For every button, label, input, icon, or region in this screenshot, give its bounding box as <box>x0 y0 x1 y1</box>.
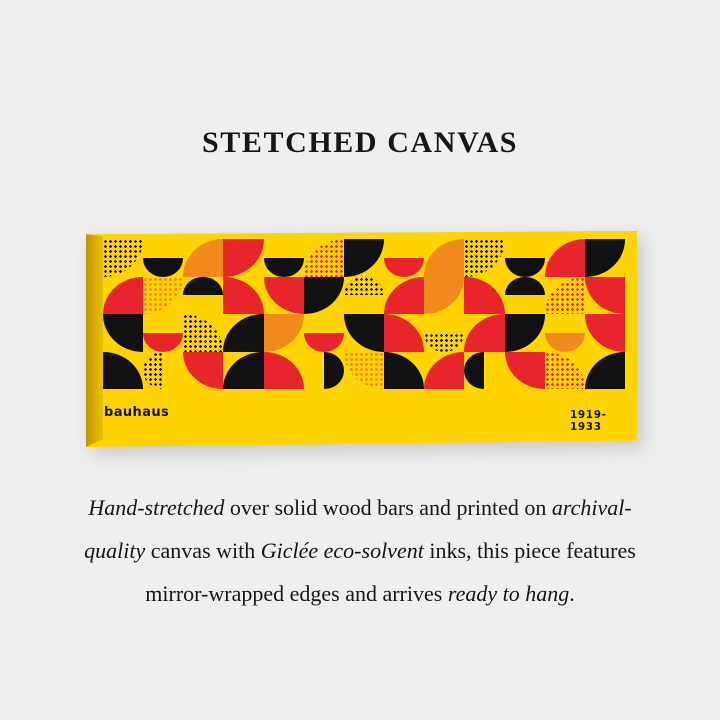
pattern-cell <box>344 239 384 277</box>
description-line-4 <box>382 581 574 606</box>
pattern-cell <box>505 277 545 315</box>
description-line4-a: arrives <box>382 581 448 606</box>
pattern-cell <box>183 314 223 352</box>
pattern-cell <box>464 277 504 315</box>
pattern-cell <box>384 314 424 352</box>
pattern-cell <box>143 277 183 315</box>
pattern-cell <box>505 314 545 352</box>
artwork-years-label: 1919-1933 <box>570 409 607 433</box>
pattern-cell <box>505 239 545 277</box>
pattern-cell <box>143 314 183 352</box>
pattern-cell <box>223 239 263 277</box>
pattern-cell <box>103 239 143 277</box>
description-line2-b: canvas with <box>145 538 261 563</box>
pattern-cell <box>464 314 504 352</box>
pattern-cell <box>384 352 424 390</box>
pattern-cell <box>143 239 183 277</box>
pattern-cell <box>304 352 344 390</box>
pattern-cell <box>384 239 424 277</box>
pattern-cell <box>223 277 263 315</box>
pattern-cell <box>183 352 223 390</box>
description-line-1 <box>88 495 524 520</box>
pattern-cell <box>304 277 344 315</box>
pattern-cell <box>223 314 263 352</box>
pattern-cell <box>304 239 344 277</box>
description-emphasis-archival-quality: archival-quality <box>84 495 632 563</box>
pattern-cell <box>264 314 304 352</box>
pattern-cell <box>344 352 384 390</box>
pattern-cell <box>183 277 223 315</box>
description-emphasis-giclee: Giclée eco-solvent <box>260 538 424 563</box>
pattern-cell <box>424 239 464 277</box>
pattern-cell <box>545 277 585 315</box>
description-emphasis-ready-to-hang: ready to hang <box>447 581 570 606</box>
pattern-cell <box>585 314 625 352</box>
artwork-brand-label: bauhaus <box>104 405 170 420</box>
pattern-cell <box>424 277 464 315</box>
pattern-cell <box>585 239 625 277</box>
pattern-cell <box>545 314 585 352</box>
pattern-cell <box>424 352 464 390</box>
pattern-cell <box>143 352 183 390</box>
pattern-cell <box>103 352 143 390</box>
pattern-cell <box>103 314 143 352</box>
bauhaus-pattern <box>103 239 625 389</box>
pattern-cell <box>585 352 625 390</box>
pattern-cell <box>505 352 545 390</box>
pattern-cell <box>264 352 304 390</box>
description-emphasis-hand-stretched: Hand-stretched <box>88 495 225 520</box>
pattern-cell <box>545 239 585 277</box>
description-line2-a: on <box>524 495 552 520</box>
pattern-cell <box>264 277 304 315</box>
product-description <box>60 486 660 615</box>
pattern-cell <box>264 239 304 277</box>
description-line4-b: . <box>569 581 575 606</box>
pattern-cell <box>545 352 585 390</box>
pattern-cell <box>384 277 424 315</box>
pattern-cell <box>103 277 143 315</box>
pattern-cell <box>344 277 384 315</box>
description-line-3: inks, this piece features mirror-wrapped edges and <box>145 538 636 606</box>
description-line1-rest: over solid wood bars and printed <box>224 495 519 520</box>
pattern-cell <box>464 352 504 390</box>
pattern-cell <box>183 239 223 277</box>
pattern-cell <box>424 314 464 352</box>
pattern-cell <box>585 277 625 315</box>
stretched-canvas-artwork <box>86 231 637 447</box>
pattern-cell <box>223 352 263 390</box>
canvas-wrapped-edge <box>86 231 103 447</box>
pattern-cell <box>464 239 504 277</box>
pattern-cell <box>344 314 384 352</box>
pattern-cell <box>304 314 344 352</box>
page-title: STETCHED CANVAS <box>201 126 519 159</box>
